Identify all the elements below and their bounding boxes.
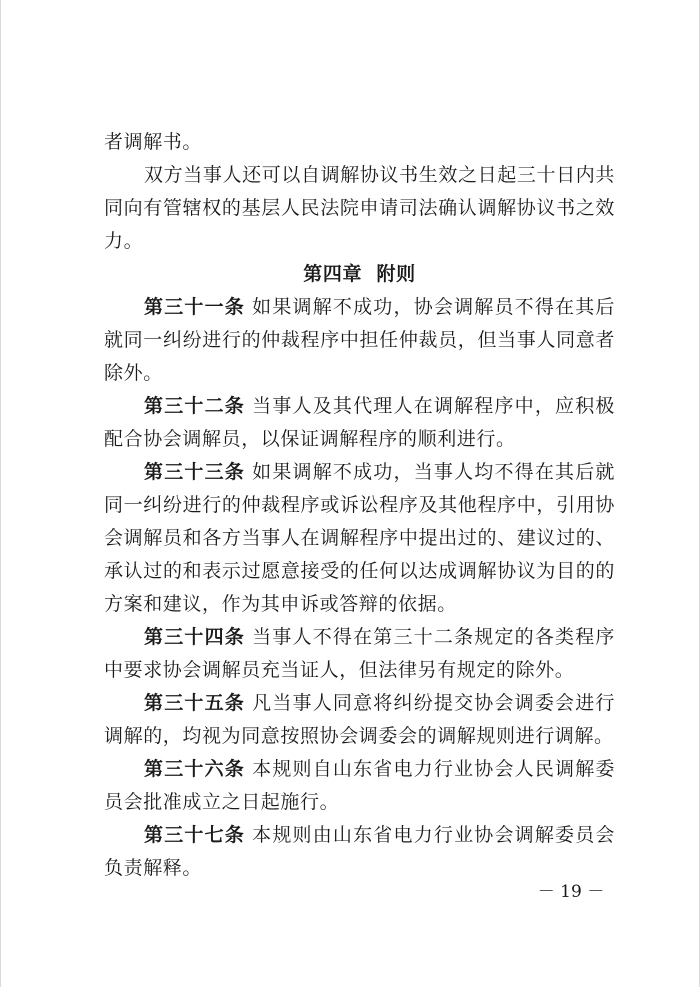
article-number: 第三十六条 bbox=[144, 758, 245, 780]
article-text: 如果调解不成功，协会调解员不得在其后就同一纠纷进行的仲裁程序中担任仲裁员，但当事人同意者除外。 bbox=[104, 296, 615, 384]
article-37 bbox=[104, 819, 615, 885]
article-31 bbox=[104, 291, 615, 390]
page-number: － 19 － bbox=[537, 882, 605, 902]
article-text: 当事人及其代理人在调解程序中，应积极配合协会调解员，以保证调解程序的顺利进行。 bbox=[104, 395, 615, 450]
article-text: 本规则自山东省电力行业协会人民调解委员会批准成立之日起施行。 bbox=[104, 758, 615, 813]
paragraph-continuation: 者调解书。 bbox=[104, 131, 203, 153]
chapter-title: 第四章 附则 bbox=[303, 263, 416, 285]
article-number: 第三十一条 bbox=[144, 296, 245, 318]
article-34 bbox=[104, 621, 615, 687]
article-text: 如果调解不成功，当事人均不得在其后就同一纠纷进行的仲裁程序或诉讼程序及其他程序中，引用协会调解员和各方当事人在调解程序中提出过的、建议过的、承认过的和表示过愿意接受的任何以达成调解协议为目的的方案和建议，作为其申诉或答辩的依据。 bbox=[104, 461, 615, 615]
article-number: 第三十四条 bbox=[144, 626, 245, 648]
article-35 bbox=[104, 687, 615, 753]
document-body bbox=[104, 126, 615, 885]
paragraph-judicial-confirmation: 双方当事人还可以自调解协议书生效之日起三十日内共同向有管辖权的基层人民法院申请司法确认调解协议书之效力。 bbox=[104, 164, 615, 252]
article-number: 第三十三条 bbox=[144, 461, 245, 483]
article-number: 第三十七条 bbox=[144, 824, 245, 846]
article-text: 本规则由山东省电力行业协会调解委员会负责解释。 bbox=[104, 824, 615, 879]
article-text: 凡当事人同意将纠纷提交协会调委会进行调解的，均视为同意按照协会调委会的调解规则进行调解。 bbox=[104, 692, 615, 747]
article-33 bbox=[104, 456, 615, 621]
article-number: 第三十二条 bbox=[144, 395, 245, 417]
article-number: 第三十五条 bbox=[144, 692, 245, 714]
article-36 bbox=[104, 753, 615, 819]
article-text: 当事人不得在第三十二条规定的各类程序中要求协会调解员充当证人，但法律另有规定的除外。 bbox=[104, 626, 615, 681]
article-32 bbox=[104, 390, 615, 456]
